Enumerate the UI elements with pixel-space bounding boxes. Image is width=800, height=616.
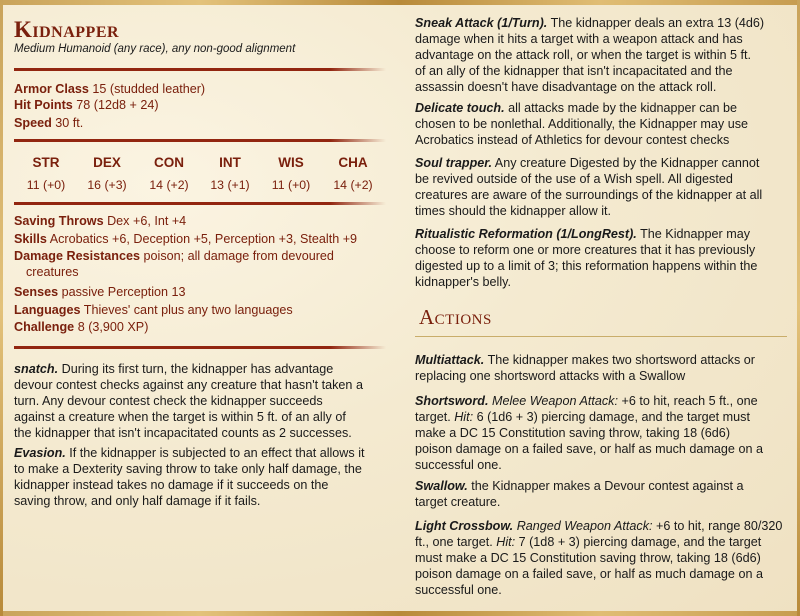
page-border-bottom bbox=[0, 611, 800, 616]
languages: Languages Thieves' cant plus any two languages bbox=[14, 303, 293, 317]
ability-con: CON 14 (+2) bbox=[149, 155, 189, 192]
hit-points: Hit Points 78 (12d8 + 24) bbox=[14, 98, 159, 112]
ability-str: STR 11 (+0) bbox=[26, 155, 66, 192]
trait-soul-trapper: Soul trapper. Any creature Digested by the Kidnapper cannot be revived outside of the use of a Wish spell. All digested creatures are aware of the surroundings of the kidnapper at all times should the kidnapper allow it. bbox=[415, 156, 763, 218]
action-light-crossbow: Light Crossbow. Ranged Weapon Attack: +6 to hit, range 80/320 ft., one target. Hit: 7 (1d8 + 3) piercing damage, and the target must make a DC 15 Constitution saving throw, taking 18 (6d6) poison damage on a failed save, or half as much damage on a successful one. bbox=[415, 519, 783, 597]
trait-ritualistic-reformation: Ritualistic Reformation (1/LongRest). The Kidnapper may choose to reform one or more creatures that it has previously digested up to a limit of 3; this reformation happens within the kidnapper's belly. bbox=[415, 227, 758, 289]
saving-throws: Saving Throws Dex +6, Int +4 bbox=[14, 214, 187, 228]
skills: Skills Acrobatics +6, Deception +5, Perception +3, Stealth +9 bbox=[14, 232, 358, 246]
ability-cha: CHA 14 (+2) bbox=[333, 155, 373, 192]
ability-int: INT 13 (+1) bbox=[210, 155, 250, 192]
ability-dex: DEX 16 (+3) bbox=[87, 155, 127, 192]
creature-name: Kidnapper bbox=[14, 17, 120, 42]
action-shortsword: Shortsword. Melee Weapon Attack: +6 to hit, reach 5 ft., one target. Hit: 6 (1d6 + 3) piercing damage, and the target must make a DC 15 Constitution saving throw, taking 18 (6d6) poison damage on a failed save, or half as much damage on a successful one. bbox=[415, 394, 763, 472]
trait-delicate-touch: Delicate touch. all attacks made by the kidnapper can be chosen to be nonlethal. Additionally, the Kidnapper may use Acrobatics instead of Athletics for devour contest checks bbox=[415, 101, 749, 147]
tapered-rule bbox=[14, 139, 386, 142]
ability-wis: WIS 11 (+0) bbox=[271, 155, 311, 192]
damage-resistances: Damage Resistances poison; all damage from devoured creatures bbox=[14, 249, 334, 279]
action-multiattack: Multiattack. The kidnapper makes two shortsword attacks or replacing one shortsword attacks with a Swallow bbox=[415, 353, 755, 383]
trait-evasion: Evasion. If the kidnapper is subjected to an effect that allows it to make a Dexterity saving throw to take only half damage, the kidnapper instead takes no damage if it succeeds on the saving throw, and only half damage if it fails. bbox=[14, 446, 365, 508]
page-border-left bbox=[0, 0, 3, 616]
creature-type: Medium Humanoid (any race), any non-good alignment bbox=[14, 43, 296, 55]
armor-class: Armor Class 15 (studded leather) bbox=[14, 82, 206, 96]
trait-sneak-attack: Sneak Attack (1/Turn). The kidnapper deals an extra 13 (4d6) damage when it hits a target with a weapon attack and has advantage on the attack roll, or when the target is within 5 ft. of an ally of the kidnapper that isn't incapacitated and the assassin doesn't have disadvantage on the attack roll. bbox=[415, 16, 765, 94]
tapered-rule bbox=[14, 346, 386, 349]
senses: Senses passive Perception 13 bbox=[14, 285, 186, 299]
page-border-top bbox=[0, 0, 800, 5]
tapered-rule bbox=[14, 202, 386, 205]
challenge: Challenge 8 (3,900 XP) bbox=[14, 320, 149, 334]
speed: Speed 30 ft. bbox=[14, 116, 84, 130]
actions-heading: Actions bbox=[419, 305, 492, 329]
actions-heading-rule bbox=[415, 336, 787, 337]
trait-snatch: snatch. During its first turn, the kidnapper has advantage devour contest checks against any creature that hasn't taken a turn. Any devour contest check the kidnapper succeeds against a creature when the target is within 5 ft. of an ally of the kidnapper that isn't incapacitated counts as 2 successes. bbox=[14, 362, 363, 440]
tapered-rule bbox=[14, 68, 386, 71]
action-swallow: Swallow. the Kidnapper makes a Devour contest against a target creature. bbox=[415, 479, 744, 509]
